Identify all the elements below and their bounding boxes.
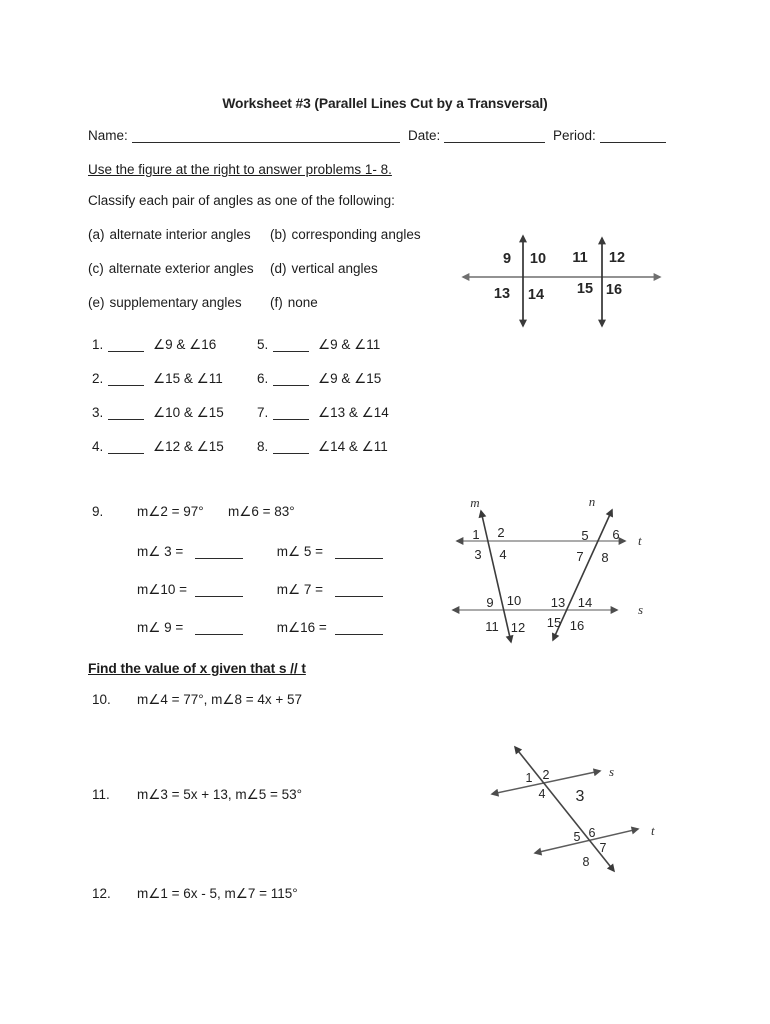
choice-a [88,226,270,244]
angle-label-6: 6 [612,527,620,542]
choice-key: (f) [270,295,283,310]
answer-blank-m7[interactable] [335,582,383,597]
line-m-label: m [470,495,480,510]
problem-6 [257,370,389,388]
choice-key: (b) [270,227,287,242]
choice-label: alternate exterior angles [108,261,254,276]
answer-blank-4[interactable] [108,439,144,454]
angle-label-5: 5 [573,830,581,844]
answer-blank-7[interactable] [273,405,309,420]
angle-pair: ∠14 & ∠11 [318,439,388,454]
problem-number: 3. [92,405,104,420]
figure-problem-9 [445,495,660,655]
angle-label-16: 16 [605,282,623,298]
problem-text: m∠3 = 5x + 13, m∠5 = 53° [137,787,303,802]
choice-d [270,260,421,278]
angle-label-9: 9 [486,595,494,610]
answer-blank-m16[interactable] [335,620,383,635]
problems-1-8-grid [92,336,389,456]
angle-label-11: 11 [572,250,588,266]
choice-label: alternate interior angles [109,227,251,242]
choice-e [88,294,270,312]
choice-key: (a) [88,227,105,242]
angle-label-16: 16 [569,618,585,633]
angle-label-15: 15 [546,615,562,630]
choice-key: (d) [270,261,287,276]
angle-pair: ∠9 & ∠16 [153,337,217,352]
angle-measure-label: m∠ 3 = [137,544,184,559]
worksheet-title: Worksheet #3 (Parallel Lines Cut by a Transversal) [222,96,548,111]
problem-number: 4. [92,439,104,454]
choice-label: corresponding angles [291,227,421,242]
problem-11 [92,786,302,804]
angle-label-5: 5 [581,528,589,543]
angle-label-14: 14 [577,595,593,610]
angle-label-12: 12 [510,620,526,635]
angle-label-4: 4 [499,547,507,562]
line-t-label: t [638,533,642,548]
instruction-classify: Classify each pair of angles as one of the following: [88,193,395,208]
angle-label-1: 1 [472,527,480,542]
problem-number: 10. [92,692,111,707]
date-blank-line[interactable] [444,128,545,143]
date-field-group [408,127,545,145]
angle-measure-label: m∠16 = [276,620,327,635]
angle-label-13: 13 [493,286,511,302]
answer-blank-2[interactable] [108,371,144,386]
figure-problems-10-12 [478,733,678,881]
given-angle-2: m∠6 = 83° [228,504,295,519]
angle-measure-label: m∠ 5 = [276,544,324,559]
date-label: Date: [408,128,441,143]
answer-blank-8[interactable] [273,439,309,454]
figure-problems-1-8 [453,218,675,342]
choice-key: (e) [88,295,105,310]
problem-8 [257,438,389,456]
choice-label: supplementary angles [109,295,242,310]
choice-b [270,226,421,244]
find-x-heading: Find the value of x given that s // t [88,661,306,676]
problem-9-row [137,619,383,637]
angle-label-2: 2 [497,525,505,540]
problem-9-row [137,581,383,599]
angle-label-14: 14 [527,287,545,303]
problem-1 [92,336,257,354]
angle-label-8: 8 [601,550,609,565]
answer-blank-6[interactable] [273,371,309,386]
line-t [535,829,638,853]
angle-label-3: 3 [575,788,585,805]
angle-label-13: 13 [550,595,566,610]
problem-text: m∠1 = 6x - 5, m∠7 = 115° [137,886,298,901]
angle-label-9: 9 [502,251,512,267]
choice-f [270,294,421,312]
name-field-group [88,127,400,145]
angle-measure-label: m∠ 9 = [137,620,184,635]
angle-pair: ∠15 & ∠11 [153,371,223,386]
name-label: Name: [88,128,128,143]
problem-number: 6. [257,371,269,386]
angle-measure-label: m∠10 = [137,582,187,597]
problem-2 [92,370,257,388]
problem-number: 11. [92,787,110,802]
problem-number: 1. [92,337,104,352]
angle-label-3: 3 [474,547,482,562]
angle-measure-label: m∠ 7 = [276,582,324,597]
problem-9-block [92,503,383,657]
line-t-label: t [651,823,655,838]
angle-label-6: 6 [588,826,596,840]
angle-pair: ∠10 & ∠15 [153,405,224,420]
problem-10 [92,691,302,709]
angle-label-10: 10 [529,251,547,267]
problem-number: 2. [92,371,104,386]
answer-blank-5[interactable] [273,337,309,352]
choice-label: none [287,295,318,310]
answer-blank-m5[interactable] [335,544,383,559]
angle-pair: ∠12 & ∠15 [153,439,224,454]
choice-key: (c) [88,261,104,276]
problem-text: m∠4 = 77°, m∠8 = 4x + 57 [137,692,303,707]
problem-9-row [137,543,383,561]
answer-choices-list [88,226,421,312]
choice-label: vertical angles [291,261,378,276]
problem-3 [92,404,257,422]
problem-12 [92,885,298,903]
choice-c [88,260,270,278]
angle-label-7: 7 [576,549,584,564]
angle-pair: ∠9 & ∠15 [318,371,382,386]
problem-number: 12. [92,886,111,901]
problem-number: 8. [257,439,269,454]
line-n-label: n [588,495,596,509]
answer-blank-m3[interactable] [195,544,243,559]
period-label: Period: [553,128,596,143]
angle-label-15: 15 [576,281,594,297]
problem-9-given [92,503,383,521]
angle-label-12: 12 [608,250,626,266]
line-s-label: s [609,764,615,779]
angle-pair: ∠9 & ∠11 [318,337,381,352]
problem-5 [257,336,389,354]
angle-pair: ∠13 & ∠14 [318,405,389,420]
angle-label-7: 7 [599,841,607,855]
angle-label-1: 1 [525,771,533,785]
line-s-label: s [638,602,644,617]
angle-label-4: 4 [538,787,546,801]
problem-number: 9. [92,504,104,519]
problem-number: 7. [257,405,269,420]
name-blank-line[interactable] [132,128,400,143]
answer-blank-3[interactable] [108,405,144,420]
angle-label-8: 8 [582,855,590,869]
angle-label-10: 10 [506,593,522,608]
angle-label-2: 2 [542,768,550,782]
problem-number: 5. [257,337,269,352]
instruction-use-figure: Use the figure at the right to answer problems 1- 8. [88,162,392,177]
angle-label-11: 11 [485,619,499,634]
period-field-group [553,127,666,145]
problem-4 [92,438,257,456]
period-blank-line[interactable] [600,128,666,143]
answer-blank-m9[interactable] [195,620,243,635]
given-angle-1: m∠2 = 97° [137,504,204,519]
problem-7 [257,404,389,422]
answer-blank-m10[interactable] [195,582,243,597]
answer-blank-1[interactable] [108,337,144,352]
